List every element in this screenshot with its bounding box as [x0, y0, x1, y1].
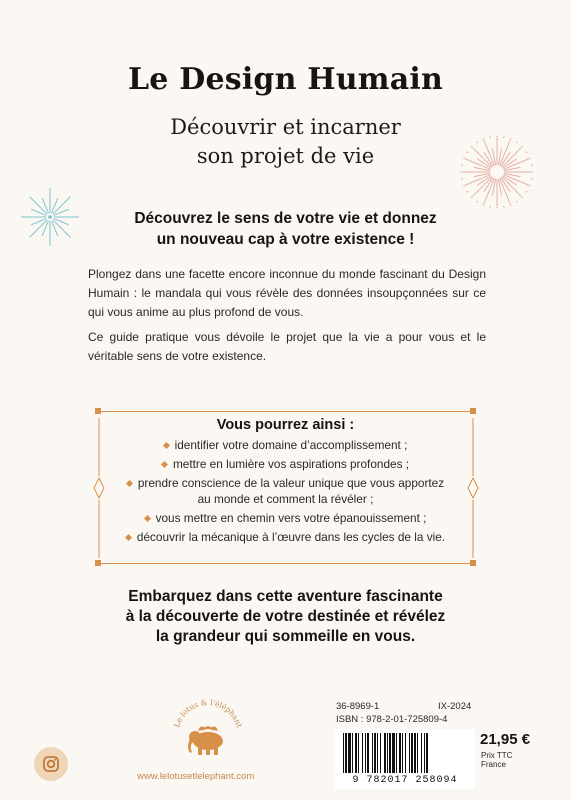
body-paragraph-2: Ce guide pratique vous dévoile le projet que la vie a pour vous et le véritable sens de votre existence. [88, 330, 486, 363]
frame-corner-square [95, 560, 101, 566]
price-note-country: France [481, 760, 506, 769]
publisher-website-link[interactable]: www.lelotusetlelephant.com [137, 771, 255, 782]
product-code: 36-8969-1 [336, 701, 380, 712]
closing-line-1: Embarquez dans cette aventure fascinante [128, 588, 443, 605]
frame-corner-square [470, 408, 476, 414]
barcode-number: 9 782017 258094 [352, 775, 458, 786]
frame-bottom-line [100, 563, 471, 564]
list-item: identifier votre domaine d’accomplissement ; [0, 437, 571, 453]
price: 21,95 € [480, 731, 531, 748]
publisher-logo-text: Le lotus & l'éléphant [172, 697, 244, 729]
list-item: découvrir la mécanique à l’œuvre dans les cycles de la vie. [0, 529, 571, 545]
list-item-continuation: au monde et comment la révéler ; [197, 492, 374, 506]
closing-line-2: à la découverte de votre destinée et révélez [125, 608, 446, 625]
edition-date: IX-2024 [438, 701, 472, 712]
list-item: vous mettre en chemin vers votre épanouissement ; [0, 510, 571, 526]
instagram-button[interactable] [34, 747, 68, 781]
publisher-logo [168, 691, 248, 771]
tagline-line-2: un nouveau cap à votre existence ! [156, 231, 415, 248]
closing-line-3: la grandeur qui sommeille en vous. [155, 628, 416, 645]
box-title: Vous pourrez ainsi : [216, 417, 355, 433]
tagline-line-1: Découvrez le sens de votre vie et donnez [134, 210, 437, 227]
barcode [335, 729, 475, 789]
subtitle-line-2: son projet de vie [196, 144, 375, 168]
benefits-list [0, 437, 571, 545]
bullet-diamond-icon [163, 442, 170, 449]
book-title: Le Design Humain [128, 62, 443, 97]
frame-corner-square [470, 560, 476, 566]
frame-top-line [100, 411, 471, 412]
instagram-icon [34, 747, 68, 781]
tagline [0, 208, 571, 250]
list-item: mettre en lumière vos aspirations profondes ; [0, 456, 571, 472]
subtitle-line-1: Découvrir et incarner [170, 115, 401, 139]
bullet-diamond-icon [125, 534, 132, 541]
bullet-diamond-icon [126, 480, 133, 487]
frame-corner-square [95, 408, 101, 414]
body-paragraph-1: Plongez dans une facette encore inconnue du monde fascinant du Design Humain : le mandala qui vous révèle des données insoupçonnées sur ce qui vous anime au plus profond de vous. [88, 267, 486, 319]
elephant-icon [188, 726, 223, 755]
list-item: prendre conscience de la valeur unique que vous apportez [0, 475, 571, 491]
bullet-diamond-icon [161, 461, 168, 468]
isbn-text: ISBN : 978-2-01-725809-4 [336, 714, 448, 725]
closing-text [0, 587, 571, 647]
barcode-bars [335, 731, 475, 775]
price-note-tax: Prix TTC [481, 751, 513, 760]
bullet-diamond-icon [144, 515, 151, 522]
